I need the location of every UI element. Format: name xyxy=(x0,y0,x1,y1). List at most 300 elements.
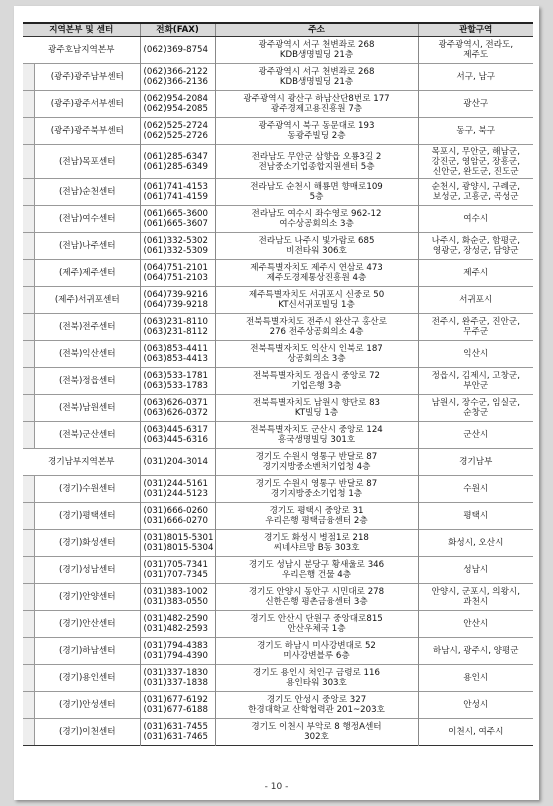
address-cell xyxy=(215,638,418,665)
phone-cell xyxy=(140,91,215,118)
phone-cell xyxy=(140,476,215,503)
table-row xyxy=(23,260,533,287)
jurisdiction-cell xyxy=(418,395,533,422)
address-cell xyxy=(215,719,418,746)
phone-cell xyxy=(140,557,215,584)
address-line: KT빌딩 1층 xyxy=(294,408,339,418)
address-line: 전북특별자치도 전주시 완산구 홍산로 xyxy=(245,317,388,327)
phone-number: (063)533-1781 xyxy=(143,371,208,381)
region-indent-bar xyxy=(23,611,35,637)
table-row xyxy=(23,287,533,314)
region-indent-bar xyxy=(23,395,35,421)
region-indent-bar xyxy=(23,118,35,144)
phone-number: (061)332-5309 xyxy=(143,246,208,256)
jurisdiction-cell xyxy=(418,206,533,233)
phone-number: (063)853-4413 xyxy=(143,354,208,364)
jurisdiction-line: 과천시 xyxy=(463,597,489,607)
address-cell xyxy=(215,206,418,233)
center-name: (경기)안성센터 xyxy=(58,700,116,710)
address-line: 경기도 평택시 중앙로 31 xyxy=(269,506,364,516)
phone-number: (061)741-4159 xyxy=(143,192,208,202)
jurisdiction-line: 무주군 xyxy=(463,327,489,337)
jurisdiction-cell xyxy=(418,422,533,449)
center-name: (광주)광주북부센터 xyxy=(50,126,124,136)
jurisdiction-line: 남원시, 장수군, 임실군, xyxy=(431,398,520,408)
table-row xyxy=(23,530,533,557)
jurisdiction-line: 여수시 xyxy=(463,214,489,224)
phone-number: (061)285-6347 xyxy=(143,151,208,162)
table-row xyxy=(23,314,533,341)
phone-cell xyxy=(140,584,215,611)
address-line: 302호 xyxy=(304,732,329,742)
jurisdiction-line: 이천시, 여주시 xyxy=(448,727,504,737)
table-row xyxy=(23,179,533,206)
jurisdiction-cell xyxy=(418,341,533,368)
phone-number: (031)794-4383 xyxy=(143,641,208,651)
address-line: 여수상공회의소 3층 xyxy=(279,219,354,229)
phone-number: (061)665-3607 xyxy=(143,219,208,229)
jurisdiction-line: 용인시 xyxy=(463,673,489,683)
address-line: 비전타워 306호 xyxy=(286,246,347,256)
phone-cell xyxy=(140,37,215,64)
center-name: (전북)정읍센터 xyxy=(58,376,116,386)
center-name: (전남)순천센터 xyxy=(58,187,116,197)
jurisdiction-line: 제주시 xyxy=(463,268,489,278)
phone-number: (062)954-2085 xyxy=(143,104,208,114)
address-line: 기업은행 3층 xyxy=(291,381,342,391)
address-cell xyxy=(215,665,418,692)
address-line: 한경대학교 산학협력관 201~203호 xyxy=(248,705,385,715)
phone-cell xyxy=(140,118,215,145)
phone-number: (062)366-2136 xyxy=(143,77,208,87)
phone-number: (061)741-4153 xyxy=(143,182,208,192)
jurisdiction-line: 익산시 xyxy=(463,349,489,359)
phone-number: (064)739-9218 xyxy=(143,300,208,310)
phone-number: (031)8015-5301 xyxy=(143,533,214,543)
jurisdiction-line: 수원시 xyxy=(463,484,489,494)
address-line: 경기지방중소벤처기업청 4층 xyxy=(262,462,371,472)
region-indent-bar xyxy=(23,665,35,691)
table-row xyxy=(23,638,533,665)
address-line: KDB생명빌딩 21층 xyxy=(279,77,354,87)
address-line: 광주광역시 북구 동문대로 193 xyxy=(258,121,375,131)
address-line: 경기도 용인시 처인구 금령로 116 xyxy=(253,668,380,678)
jurisdiction-line: 순창군 xyxy=(463,408,489,418)
jurisdiction-line: 서구, 남구 xyxy=(456,72,496,82)
address-cell xyxy=(215,395,418,422)
phone-number: (031)204-3014 xyxy=(143,457,208,467)
phone-cell xyxy=(140,638,215,665)
jurisdiction-cell xyxy=(418,557,533,584)
jurisdiction-cell xyxy=(418,719,533,746)
address-cell xyxy=(215,91,418,118)
address-line: 경기도 안산시 단원구 중앙대로815 xyxy=(250,614,383,624)
center-name: (광주)광주서부센터 xyxy=(50,99,124,109)
table-row xyxy=(23,503,533,530)
jurisdiction-cell xyxy=(418,611,533,638)
center-name: (전남)목포센터 xyxy=(58,156,116,167)
region-indent-bar xyxy=(23,64,35,90)
jurisdiction-line: 나주시, 화순군, 함평군, xyxy=(431,236,520,246)
table-row xyxy=(23,449,533,476)
jurisdiction-line: 목포시, 무안군, 해남군, xyxy=(431,146,520,157)
jurisdiction-cell xyxy=(418,145,533,179)
region-indent-bar xyxy=(23,719,35,745)
region-indent-bar xyxy=(23,692,35,718)
address-cell xyxy=(215,557,418,584)
jurisdiction-line: 부안군 xyxy=(463,381,489,391)
address-cell xyxy=(215,145,418,179)
center-name: (경기)이천센터 xyxy=(58,727,116,737)
address-line: 전라남도 순천시 해룡면 향매로109 xyxy=(250,182,383,192)
address-line: 상공회의소 3층 xyxy=(287,354,346,364)
jurisdiction-cell xyxy=(418,287,533,314)
address-line: 경기도 화성시 병점1로 218 xyxy=(264,533,369,543)
table-row xyxy=(23,341,533,368)
address-line: 신한은행 평촌금융센터 3층 xyxy=(265,597,368,607)
region-indent-bar xyxy=(23,476,35,502)
jurisdiction-line: 순천시, 광양시, 구례군, xyxy=(431,182,520,192)
address-line: 동광주빌딩 2층 xyxy=(287,131,346,141)
phone-cell xyxy=(140,233,215,260)
jurisdiction-cell xyxy=(418,503,533,530)
center-name: (경기)수원센터 xyxy=(58,484,116,494)
jurisdiction-line: 안산시 xyxy=(463,619,489,629)
address-line: 제주특별자치도 서귀포시 신중로 50 xyxy=(248,290,385,300)
region-indent-bar xyxy=(23,584,35,610)
jurisdiction-line: 성남시 xyxy=(463,565,489,575)
jurisdiction-line: 동구, 북구 xyxy=(456,126,496,136)
address-cell xyxy=(215,692,418,719)
phone-cell xyxy=(140,341,215,368)
phone-cell xyxy=(140,719,215,746)
address-line: 씨네샤르망 B동 303호 xyxy=(273,543,360,553)
table-row xyxy=(23,476,533,503)
address-line: 경기도 수원시 영통구 반달로 87 xyxy=(255,479,378,489)
address-line: KDB생명빌딩 21층 xyxy=(279,50,354,60)
phone-number: (031)705-7341 xyxy=(143,560,208,570)
jurisdiction-line: 보성군, 고흥군, 곡성군 xyxy=(432,192,519,202)
address-line: 전북특별자치도 정읍시 중앙로 72 xyxy=(252,371,381,381)
phone-number: (063)533-1783 xyxy=(143,381,208,391)
jurisdiction-cell xyxy=(418,476,533,503)
phone-number: (031)482-2590 xyxy=(143,614,208,624)
address-line: 5층 xyxy=(309,192,324,202)
address-line: 제주특별자치도 제주시 연삼로 473 xyxy=(250,263,383,273)
phone-number: (031)631-7455 xyxy=(143,722,208,732)
address-line: 흥국생명빌딩 301호 xyxy=(277,435,356,445)
jurisdiction-line: 경기남부 xyxy=(459,457,493,467)
address-line: 전라남도 나주시 빛가람로 685 xyxy=(258,236,375,246)
center-name: (경기)하남센터 xyxy=(58,646,116,656)
header-jurisdiction: 관할구역 xyxy=(418,23,533,37)
address-line: 용인타워 303호 xyxy=(286,678,347,688)
jurisdiction-line: 서귀포시 xyxy=(459,295,493,305)
jurisdiction-cell xyxy=(418,692,533,719)
phone-number: (031)337-1838 xyxy=(143,678,208,688)
address-cell xyxy=(215,341,418,368)
center-name: (경기)화성센터 xyxy=(58,538,116,548)
phone-number: (031)631-7465 xyxy=(143,732,208,742)
jurisdiction-cell xyxy=(418,233,533,260)
table-row xyxy=(23,206,533,233)
phone-number: (062)525-2726 xyxy=(143,131,208,141)
table-row xyxy=(23,611,533,638)
address-cell xyxy=(215,503,418,530)
header-address: 주소 xyxy=(215,23,418,37)
center-name: (제주)제주센터 xyxy=(58,268,116,278)
region-indent-bar xyxy=(23,260,35,286)
jurisdiction-cell xyxy=(418,449,533,476)
phone-number: (063)231-8112 xyxy=(143,327,208,337)
address-cell xyxy=(215,118,418,145)
address-cell xyxy=(215,260,418,287)
phone-cell xyxy=(140,665,215,692)
jurisdiction-line: 영광군, 장성군, 담양군 xyxy=(432,246,519,256)
table-row xyxy=(23,719,533,746)
table-row xyxy=(23,64,533,91)
phone-number: (063)445-6317 xyxy=(143,425,208,435)
table-row xyxy=(23,395,533,422)
jurisdiction-cell xyxy=(418,37,533,64)
region-indent-bar xyxy=(23,91,35,117)
region-indent-bar xyxy=(23,314,35,340)
address-cell xyxy=(215,611,418,638)
center-name: (광주)광주남부센터 xyxy=(50,72,124,82)
region-indent-bar xyxy=(23,179,35,205)
address-line: 276 전주상공회의소 4층 xyxy=(269,327,364,337)
phone-number: (031)337-1830 xyxy=(143,668,208,678)
table-row xyxy=(23,368,533,395)
center-name: (경기)안산센터 xyxy=(58,619,116,629)
region-indent-bar xyxy=(23,503,35,529)
center-name: (경기)용인센터 xyxy=(58,673,116,683)
jurisdiction-cell xyxy=(418,530,533,557)
phone-cell xyxy=(140,314,215,341)
region-indent-bar xyxy=(23,206,35,232)
center-name: (전북)전주센터 xyxy=(58,322,116,332)
jurisdiction-line: 하남시, 광주시, 양평군 xyxy=(432,646,519,656)
phone-number: (061)332-5302 xyxy=(143,236,208,246)
table-row xyxy=(23,145,533,179)
center-name: (경기)성남센터 xyxy=(58,565,116,575)
phone-number: (064)751-2101 xyxy=(143,263,208,273)
address-line: 경기도 수원시 영통구 반달로 87 xyxy=(255,452,378,462)
address-cell xyxy=(215,530,418,557)
address-line: 경기도 이천시 부악로 8 행정A센터 xyxy=(251,722,382,732)
center-name: (전북)남원센터 xyxy=(58,403,116,413)
address-cell xyxy=(215,422,418,449)
phone-cell xyxy=(140,64,215,91)
office-directory-table xyxy=(23,22,533,746)
phone-cell xyxy=(140,611,215,638)
region-indent-bar xyxy=(23,638,35,664)
table-row xyxy=(23,118,533,145)
table-row xyxy=(23,233,533,260)
address-line: 전라남도 여수시 좌수영로 962-12 xyxy=(251,209,382,219)
regional-hq-name: 광주호남지역본부 xyxy=(48,45,115,55)
address-line: KT신서귀포빌딩 1층 xyxy=(278,300,355,310)
phone-number: (063)626-0371 xyxy=(143,398,208,408)
address-line: 전북특별자치도 남원시 향단로 83 xyxy=(252,398,381,408)
region-indent-bar xyxy=(23,233,35,259)
jurisdiction-line: 강진군, 영암군, 장흥군, xyxy=(431,156,520,167)
address-cell xyxy=(215,64,418,91)
regional-hq-name: 경기남부지역본부 xyxy=(48,457,115,467)
jurisdiction-cell xyxy=(418,665,533,692)
phone-cell xyxy=(140,422,215,449)
address-line: 경기도 성남시 분당구 황새울로 346 xyxy=(248,560,385,570)
jurisdiction-line: 정읍시, 김제시, 고창군, xyxy=(431,371,520,381)
address-line: 경기도 안성시 중앙로 327 xyxy=(266,695,367,705)
phone-number: (031)666-0270 xyxy=(143,516,208,526)
address-line: 전라남도 무안군 삼향읍 오룡3길 2 xyxy=(251,151,382,162)
address-line: 경기도 안양시 동안구 시민대로 278 xyxy=(248,587,385,597)
phone-number: (061)665-3600 xyxy=(143,209,208,219)
address-cell xyxy=(215,37,418,64)
jurisdiction-cell xyxy=(418,638,533,665)
address-cell xyxy=(215,584,418,611)
jurisdiction-line: 군산시 xyxy=(463,430,489,440)
phone-cell xyxy=(140,260,215,287)
jurisdiction-line: 화성시, 오산시 xyxy=(448,538,504,548)
phone-cell xyxy=(140,206,215,233)
phone-number: (031)666-0260 xyxy=(143,506,208,516)
phone-cell xyxy=(140,287,215,314)
phone-number: (064)739-9216 xyxy=(143,290,208,300)
phone-number: (064)751-2103 xyxy=(143,273,208,283)
phone-cell xyxy=(140,503,215,530)
phone-number: (031)8015-5304 xyxy=(143,543,214,553)
region-indent-bar xyxy=(23,341,35,367)
header-phone: 전화(FAX) xyxy=(140,23,215,37)
phone-number: (031)482-2593 xyxy=(143,624,208,634)
address-line: 전남중소기업종합지원센터 5층 xyxy=(258,161,375,172)
document-page xyxy=(14,6,539,800)
phone-cell xyxy=(140,179,215,206)
center-name: (전북)군산센터 xyxy=(58,430,116,440)
table-row xyxy=(23,557,533,584)
phone-number: (031)383-0550 xyxy=(143,597,208,607)
address-line: 안산우체국 1층 xyxy=(287,624,346,634)
region-indent-bar xyxy=(23,422,35,448)
phone-number: (062)366-2122 xyxy=(143,67,208,77)
jurisdiction-cell xyxy=(418,179,533,206)
address-line: 우리은행 건물 4층 xyxy=(281,570,352,580)
center-name: (전북)익산센터 xyxy=(58,349,116,359)
jurisdiction-cell xyxy=(418,584,533,611)
phone-cell xyxy=(140,395,215,422)
jurisdiction-line: 광주광역시, 전라도, xyxy=(438,40,514,50)
address-cell xyxy=(215,179,418,206)
table-row xyxy=(23,91,533,118)
phone-number: (063)445-6316 xyxy=(143,435,208,445)
address-line: 우리은행 평택금융센터 2층 xyxy=(265,516,368,526)
region-indent-bar xyxy=(23,145,35,178)
phone-number: (062)525-2724 xyxy=(143,121,208,131)
table-row xyxy=(23,37,533,64)
phone-number: (031)794-4390 xyxy=(143,651,208,661)
phone-cell xyxy=(140,449,215,476)
address-line: 광주광역시 서구 천변좌로 268 xyxy=(258,40,375,50)
center-name: (전남)여수센터 xyxy=(58,214,116,224)
table-row xyxy=(23,692,533,719)
phone-number: (031)244-5123 xyxy=(143,489,208,499)
phone-number: (063)626-0372 xyxy=(143,408,208,418)
table-row xyxy=(23,422,533,449)
address-line: 경기도 하남시 미사강변대로 52 xyxy=(257,641,376,651)
address-line: 광주광역시 서구 천변좌로 268 xyxy=(258,67,375,77)
phone-number: (063)231-8110 xyxy=(143,317,208,327)
region-indent-bar xyxy=(23,287,35,313)
region-indent-bar xyxy=(23,530,35,556)
phone-number: (062)954-2084 xyxy=(143,94,208,104)
address-line: 전북특별자치도 익산시 인북로 187 xyxy=(250,344,383,354)
jurisdiction-cell xyxy=(418,64,533,91)
region-indent-bar xyxy=(23,557,35,583)
address-line: 미사강변블루 6층 xyxy=(283,651,350,661)
jurisdiction-line: 안성시 xyxy=(463,700,489,710)
center-name: (전남)나주센터 xyxy=(58,241,116,251)
phone-number: (031)383-1002 xyxy=(143,587,208,597)
jurisdiction-cell xyxy=(418,368,533,395)
center-name: (제주)서귀포센터 xyxy=(54,295,120,305)
jurisdiction-cell xyxy=(418,314,533,341)
address-cell xyxy=(215,476,418,503)
address-cell xyxy=(215,368,418,395)
address-cell xyxy=(215,314,418,341)
jurisdiction-cell xyxy=(418,91,533,118)
region-indent-bar xyxy=(23,368,35,394)
table-row xyxy=(23,665,533,692)
address-cell xyxy=(215,449,418,476)
address-line: 광주광역시 광산구 하남산단8번로 177 xyxy=(243,94,390,104)
phone-cell xyxy=(140,692,215,719)
address-cell xyxy=(215,287,418,314)
phone-cell xyxy=(140,530,215,557)
phone-number: (031)707-7345 xyxy=(143,570,208,580)
jurisdiction-line: 안양시, 군포시, 의왕시, xyxy=(431,587,520,597)
phone-number: (031)677-6192 xyxy=(143,695,208,705)
header-office: 지역본부 및 센터 xyxy=(23,23,140,37)
table-row xyxy=(23,584,533,611)
phone-number: (031)244-5161 xyxy=(143,479,208,489)
phone-cell xyxy=(140,368,215,395)
jurisdiction-line: 평택시 xyxy=(463,511,489,521)
jurisdiction-line: 광산구 xyxy=(463,99,489,109)
jurisdiction-line: 신안군, 완도군, 진도군 xyxy=(432,166,519,177)
phone-number: (061)285-6349 xyxy=(143,161,208,172)
address-line: 제주도경제통상진흥원 4층 xyxy=(266,273,367,283)
phone-number: (031)677-6188 xyxy=(143,705,208,715)
address-line: 경기지방중소기업청 1층 xyxy=(270,489,363,499)
table-header-row xyxy=(23,23,533,37)
address-cell xyxy=(215,233,418,260)
table-body xyxy=(23,37,533,746)
jurisdiction-line: 전주시, 완주군, 진안군, xyxy=(431,317,520,327)
address-line: 광주경제고용진흥원 7층 xyxy=(270,104,363,114)
page-number: - 10 - xyxy=(264,782,289,792)
center-name: (경기)안양센터 xyxy=(58,592,116,602)
phone-cell xyxy=(140,145,215,179)
jurisdiction-cell xyxy=(418,118,533,145)
phone-number: (062)369-8754 xyxy=(143,45,208,55)
jurisdiction-line: 제주도 xyxy=(463,50,489,60)
center-name: (경기)평택센터 xyxy=(58,511,116,521)
phone-number: (063)853-4411 xyxy=(143,344,208,354)
jurisdiction-cell xyxy=(418,260,533,287)
address-line: 전북특별자치도 군산시 중앙로 124 xyxy=(250,425,383,435)
